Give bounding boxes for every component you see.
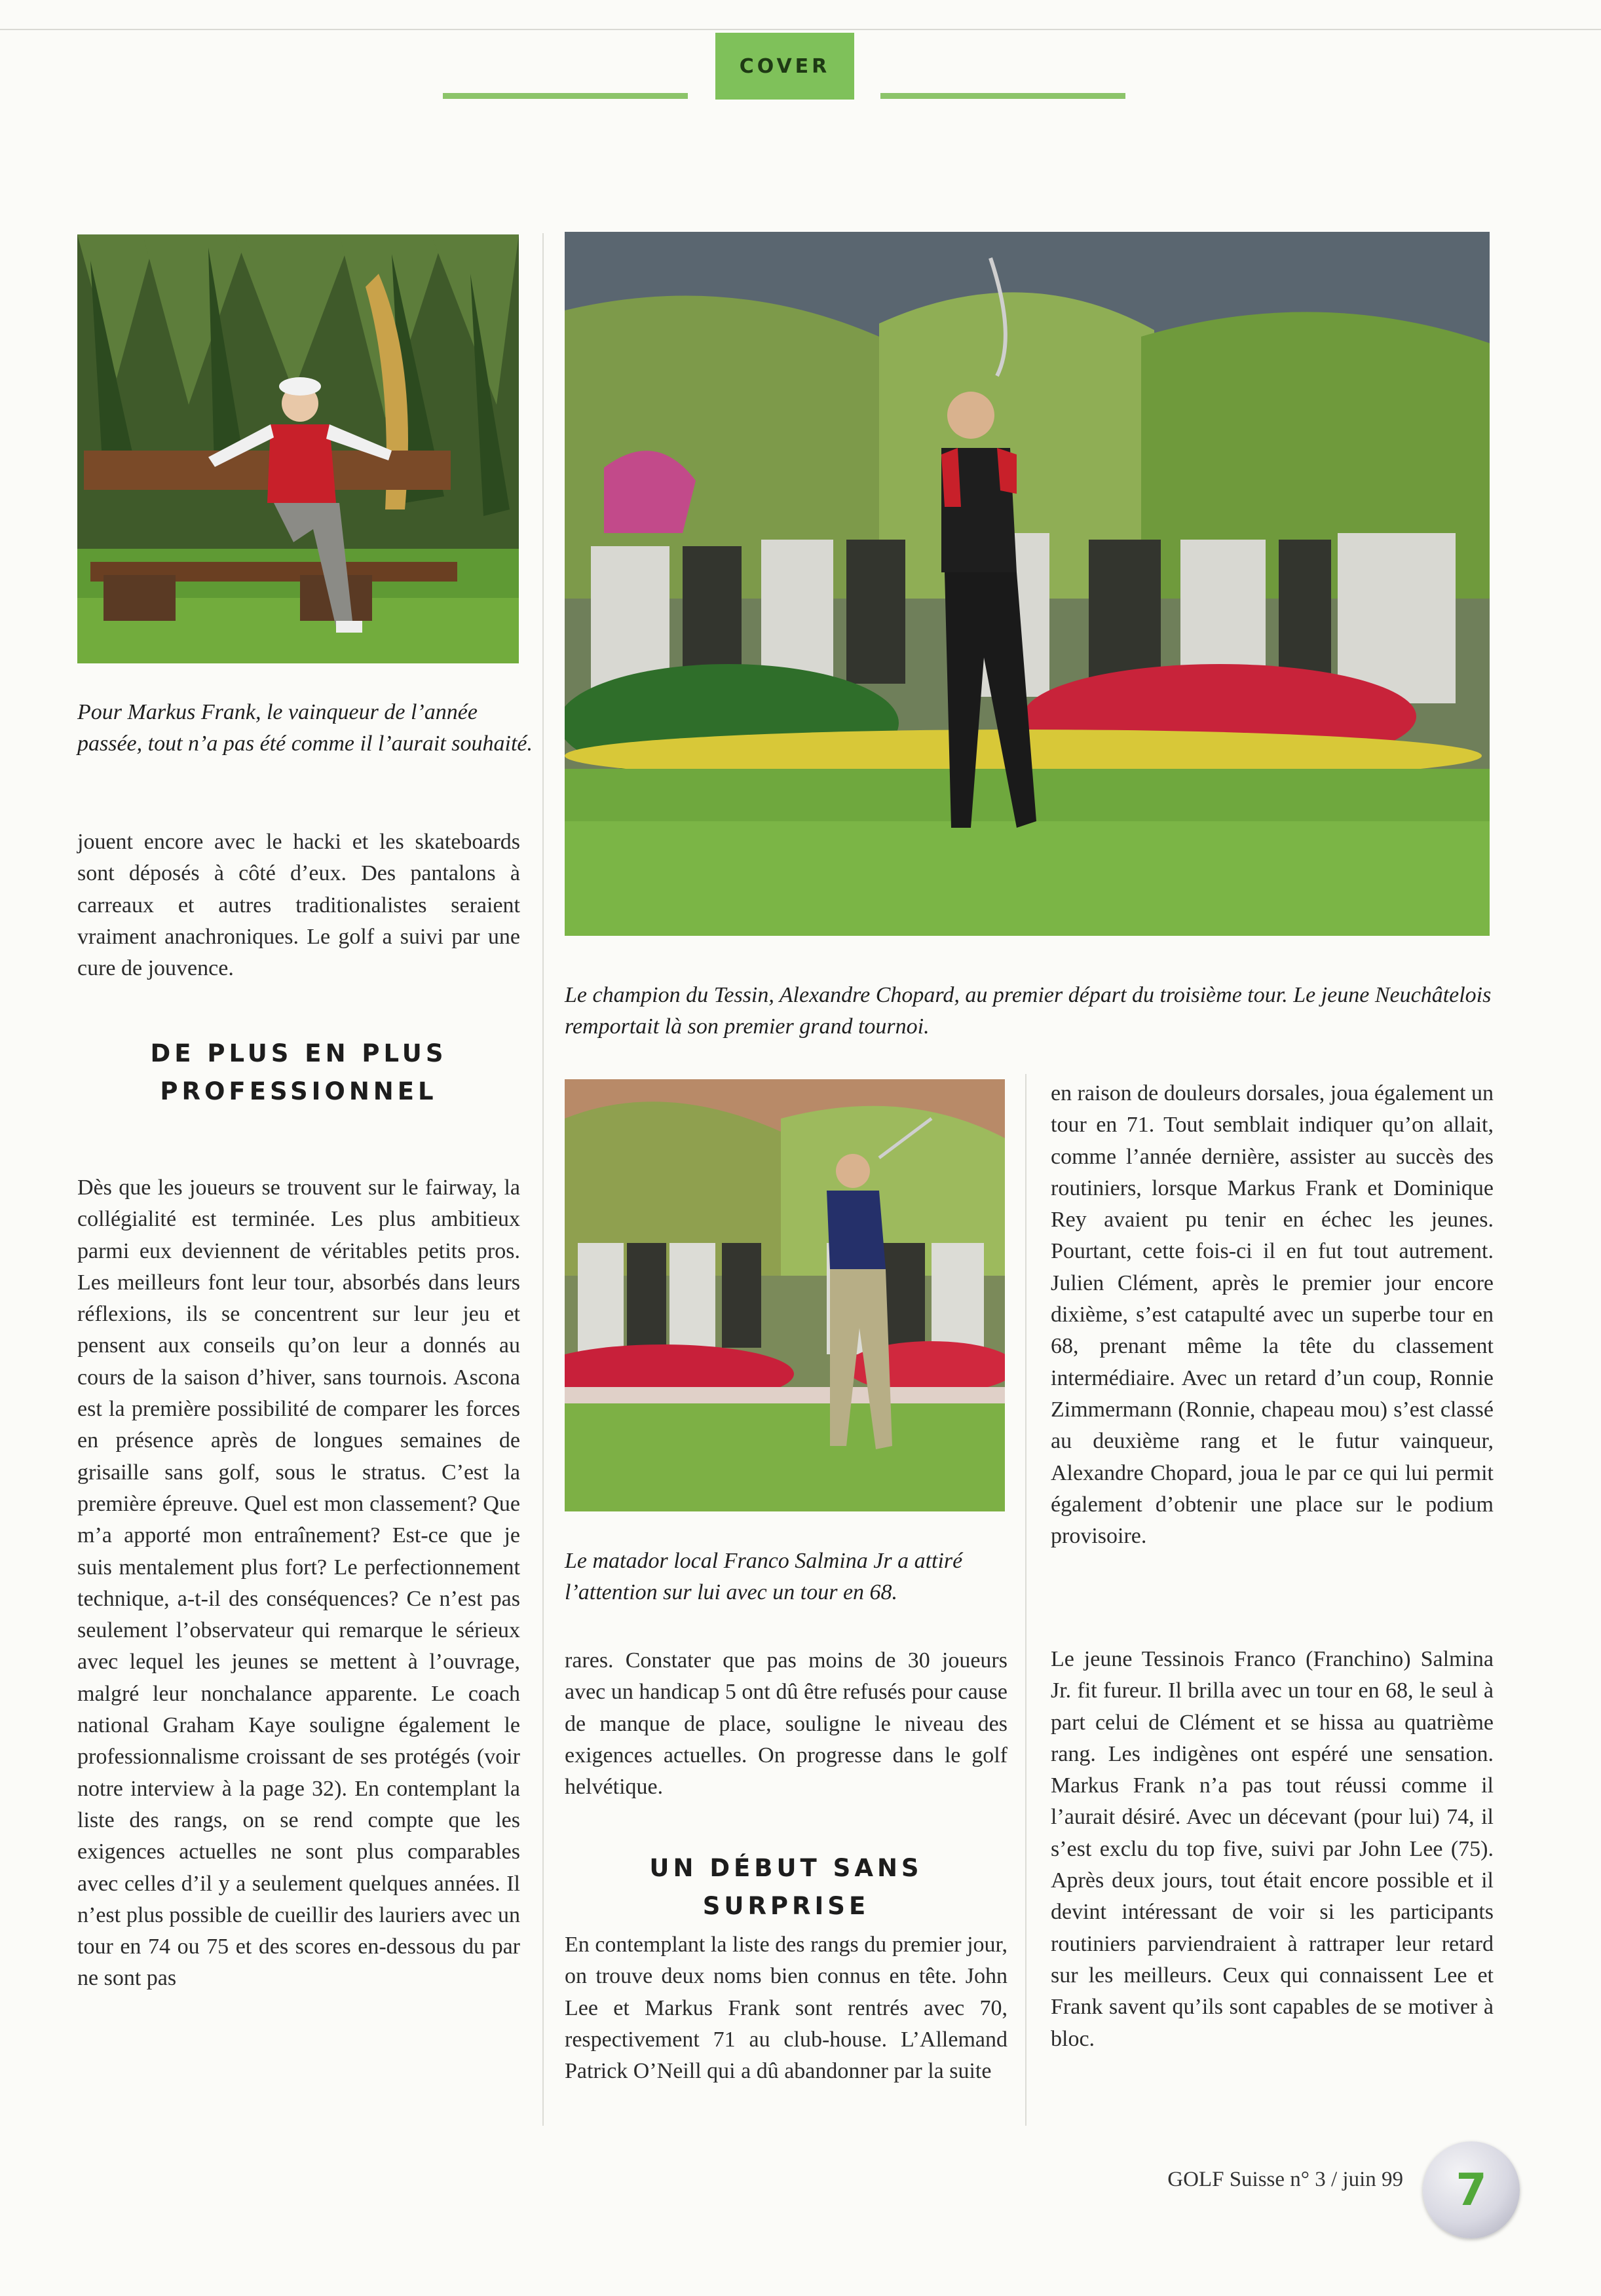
col2-paragraph-1: rares. Constater que pas moins de 30 joueurs avec un handicap 5 ont dû être refusés pour cause de manque de place, souligne le niveau des exigences actuelles. On progresse dans le golf helvétique.	[565, 1648, 1008, 1800]
top-rule	[0, 29, 1601, 30]
col3-paragraph-2: Le jeune Tessinois Franco (Franchino) Salmina Jr. fit fureur. Il brilla avec un tour en 68, le seul à part celui de Clément et se hissa au quatrième rang. Les indigènes ont espéré une sensation. Markus Frank n’a pas tout réussi comme il l’aurait désiré. Avec un décevant (pour lui) 74, il s’est exclu du top five, suivi par John Lee (75). Après deux jours, tout était encore possible et il devint intéressant de voir si les participants routiniers parviendraient à rattraper leur retard sur les meilleurs. Ceux qui connaissent Lee et Frank savent qu’ils sont capables de se motiver à bloc.	[1051, 1647, 1494, 2051]
photo-alexandre-chopard	[565, 232, 1490, 936]
col3-paragraph-1: en raison de douleurs dorsales, joua également un tour en 71. Tout semblait indiquer qu’on allait, comme l’année dernière, assister au succès des routiniers, lorsque Markus Frank et Dominique Rey avaient pu tenir en échec les jeunes. Pourtant, cette fois-ci il en fut tout autrement. Julien Clément, après le premier jour encore dixième, s’est catapulté avec un superbe tour en 68, prenant même la tête du classement intermédiaire. Avec un retard d’un coup, Ronnie Zimmermann (Ronnie, chapeau mou) s’est classé au deuxième rang et le futur vainqueur, Alexandre Chopard, joua le par ce qui lui permit également d’obtenir une place sur le podium provisoire.	[1051, 1081, 1494, 1549]
page-number-badge	[1423, 2141, 1520, 2238]
col2-paragraph-2: En contemplant la liste des rangs du premier jour, on trouve deux noms bien connus en tête. John Lee et Markus Frank sont rentrés avec 70, respectivement 71 au club-house. L’Allemand Patrick O’Neill qui a dû abandonner par la suite	[565, 1933, 1008, 2084]
col1-intro-paragraph: jouent encore avec le hacki et les skateboards sont déposés à côté d’eux. Des pantalons à carreaux et autres traditionalistes seraient vraiment anachroniques. Le golf a suivi par une cure de jouvence.	[77, 830, 520, 981]
caption-franco-salmina: Le matador local Franco Salmina Jr a attiré l’attention sur lui avec un tour en 68.	[565, 1549, 963, 1604]
photo-markus-frank-bench	[77, 234, 519, 663]
heading-un-debut-sans-surprise: UN DÉBUT SANS SURPRISE	[649, 1854, 923, 1920]
page-number: 7	[1456, 2164, 1487, 2216]
publication-info: GOLF Suisse n° 3 / juin 99	[1167, 2168, 1403, 2191]
heading-plus-en-plus-professionnel: DE PLUS EN PLUS PROFESSIONNEL	[150, 1039, 447, 1105]
header-rule-left	[443, 93, 688, 99]
col1-paragraph: Dès que les joueurs se trouvent sur le fairway, la collégialité est terminée. Les plus ambitieux parmi eux deviennent de véritables petits pros. Les meilleurs font leur tour, absorbés dans leurs réflexions, ils se concentrent sur leur jeu et pensent aux conseils qu’on leur a donnés au cours de la saison d’hiver, sans tournois. Ascona est la première possibilité de comparer les forces en présence après de longues semaines de grisaille sans golf, sous le stratus. C’est la première épreuve. Quel est mon classement? Que m’a apporté mon entraînement? Est-ce que je suis mentalement plus fort? Le perfectionnement technique, a-t-il des conséquences? Ce n’est pas seulement l’observateur qui remarque le sérieux avec lequel les jeunes se mettent à l’ouvrage, malgré leur nonchalance apparente. Le coach national Graham Kaye souligne également le professionnalisme croissant de ses protégés (voir notre interview à la page 32). En contemplant la liste des rangs, on se rend compte que les exigences actuelles ne sont plus comparables avec celles d’il y a seulement quelques années. Il n’est plus possible de cueillir des lauriers avec un tour en 74 ou 75 et des scores en-dessous du par ne sont pas	[77, 1176, 520, 1991]
section-label: COVER	[715, 33, 854, 100]
photo-franco-salmina	[565, 1079, 1005, 1511]
caption-alexandre-chopard: Le champion du Tessin, Alexandre Chopard, au premier départ du troisième tour. Le jeune Neuchâtelois remportait là son premier grand tournoi.	[565, 983, 1492, 1039]
caption-markus-frank: Pour Markus Frank, le vainqueur de l’année passée, tout n’a pas été comme il l’aurait souhaité.	[77, 700, 533, 756]
column-divider-2	[1025, 1074, 1027, 2126]
header-rule-right	[880, 93, 1125, 99]
column-divider-1	[542, 233, 544, 2126]
